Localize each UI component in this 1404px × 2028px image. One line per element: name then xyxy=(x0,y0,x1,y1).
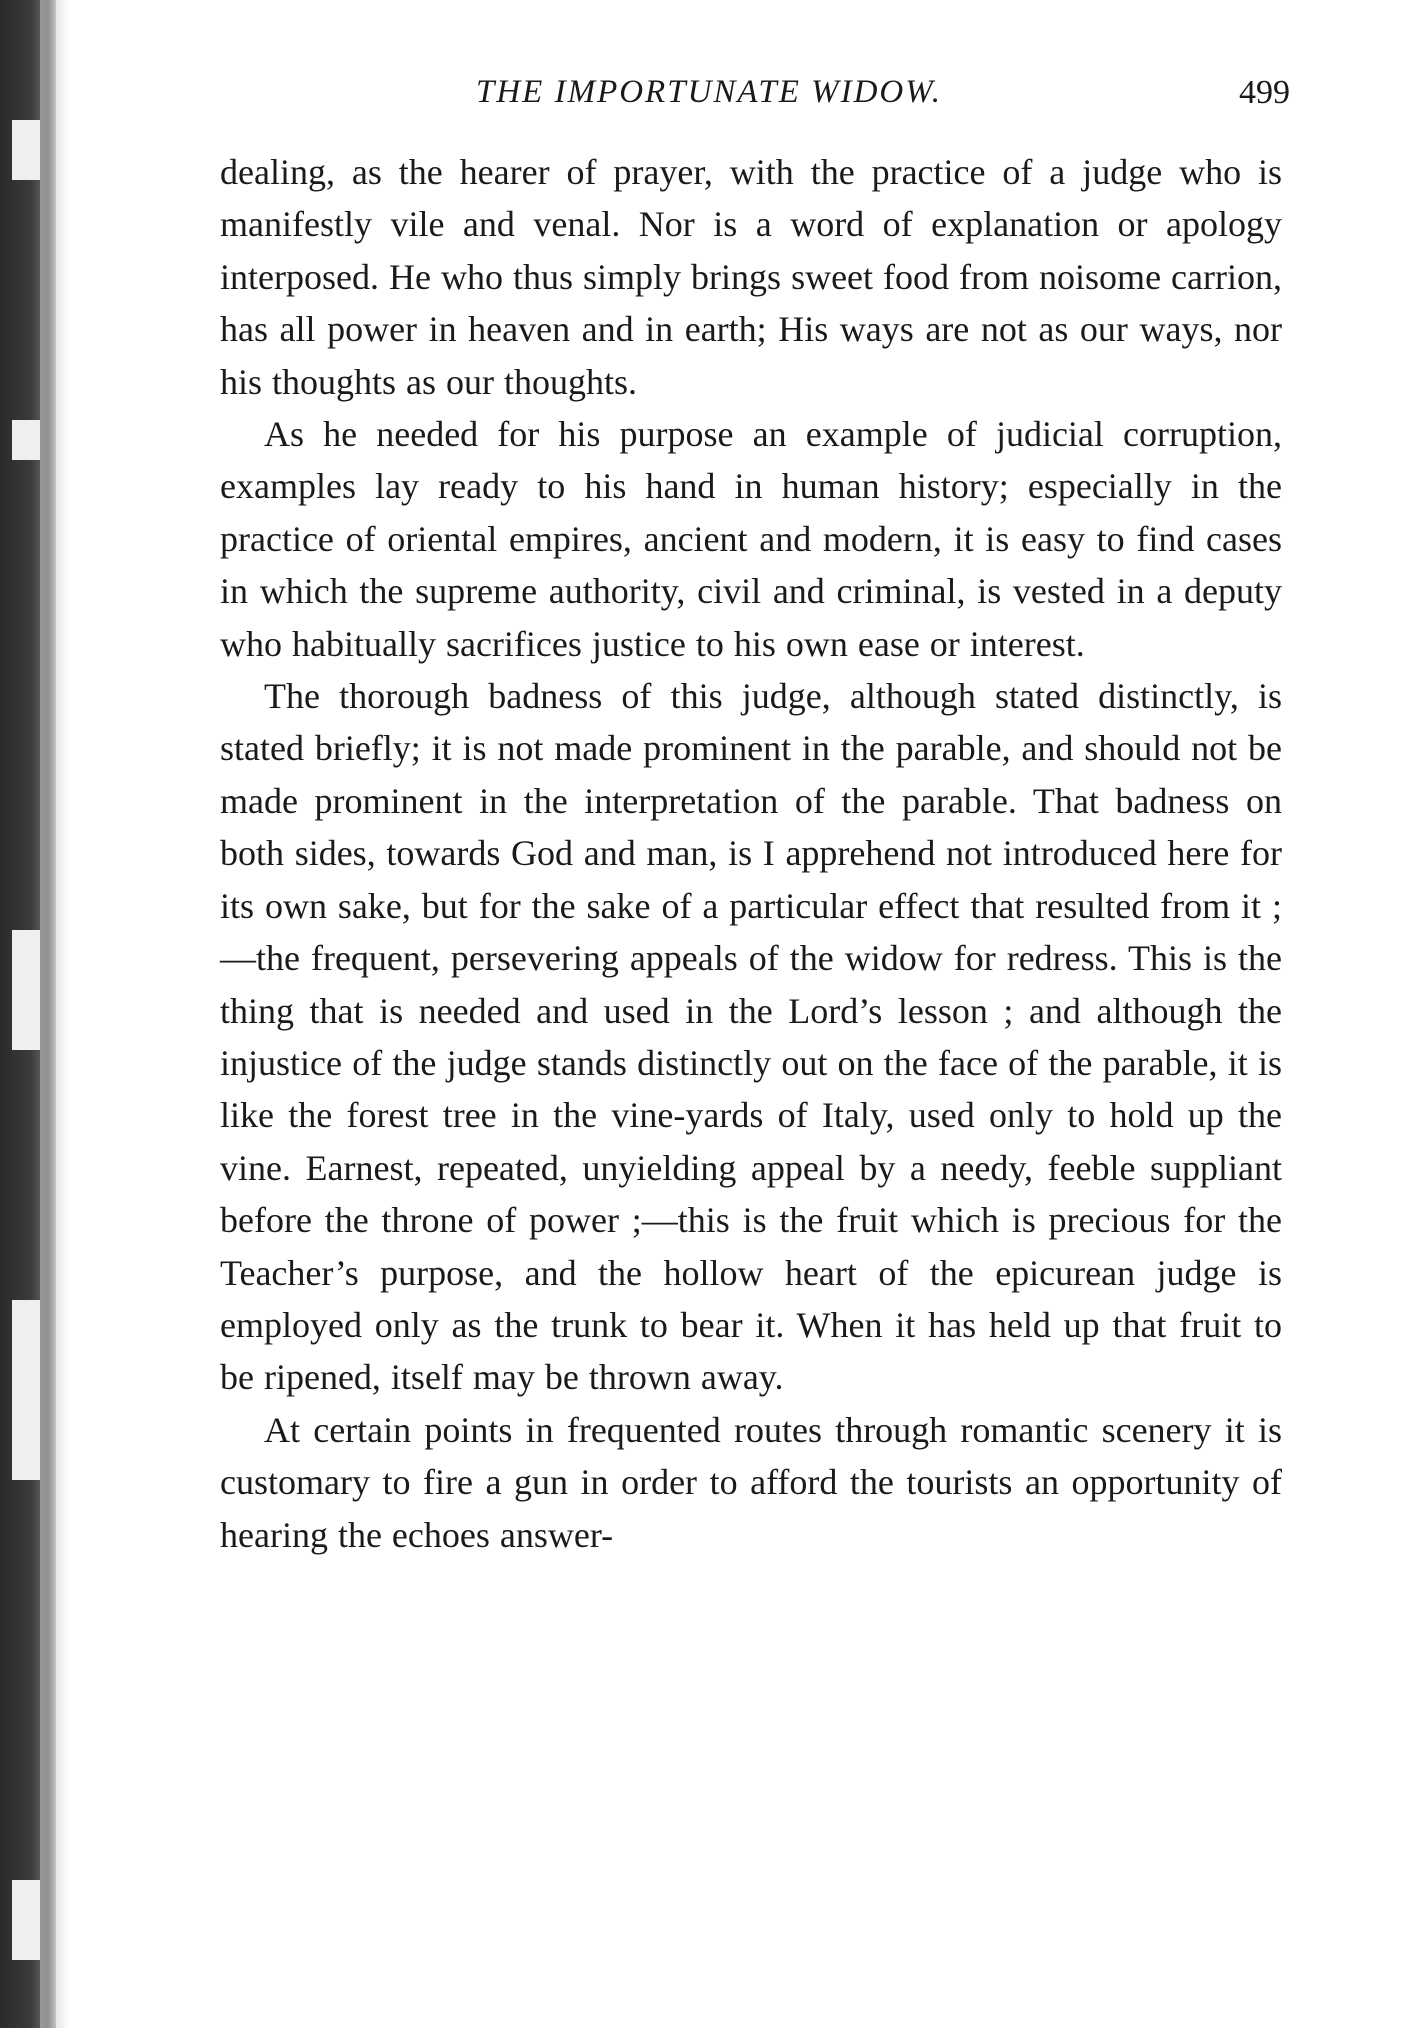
book-binding-edge xyxy=(0,0,70,2028)
paragraph: As he needed for his purpose an example of judicial corruption, examples lay ready to his hand in human history; especially in the practice of oriental empires, ancient and modern, it is easy to find cases in which the supreme authority, civil and criminal, is vested in a deputy who habitually sacrifices justice to his own ease or interest. xyxy=(220,414,1282,664)
running-title: THE IMPORTUNATE WIDOW. xyxy=(476,74,942,110)
paragraph: At certain points in frequented routes through romantic scenery it is customary to fire a gun in order to afford the tourists an opportunity of hearing the echoes answer- xyxy=(220,1409,1282,1555)
paragraph-continued: dealing, as the hearer of prayer, with the practice of a judge who is manifestly vile and venal. Nor is a word of explanation or apology interposed. He who thus simply brings sweet food from noisome carrion, has all power in heaven and in earth; His ways are not as our ways, nor his thoughts as our thoughts. xyxy=(220,152,1282,402)
page-header xyxy=(220,74,1290,124)
page-number: 499 xyxy=(1239,74,1290,111)
paragraph: The thorough badness of this judge, although stated distinctly, is stated briefly; it is not made prominent in the parable, and should not be made prominent in the interpretation of the parable. That badness on both sides, towards God and man, is I apprehend not introduced here for its own sake, but for the sake of a particular effect that resulted from it ;—the frequent, persevering appeals of the widow for redress. This is the thing that is needed and used in the Lord’s lesson ; and although the injustice of the judge stands distinctly out on the face of the parable, it is like the forest tree in the vine-yards of Italy, used only to hold up the vine. Earnest, repeated, unyielding appeal by a needy, feeble suppliant before the throne of power ;—this is the fruit which is precious for the Teacher’s purpose, and the hollow heart of the epicurean judge is employed only as the trunk to bear it. When it has held up that fruit to be ripened, itself may be thrown away. xyxy=(220,676,1282,1398)
body-text xyxy=(220,146,1282,1561)
